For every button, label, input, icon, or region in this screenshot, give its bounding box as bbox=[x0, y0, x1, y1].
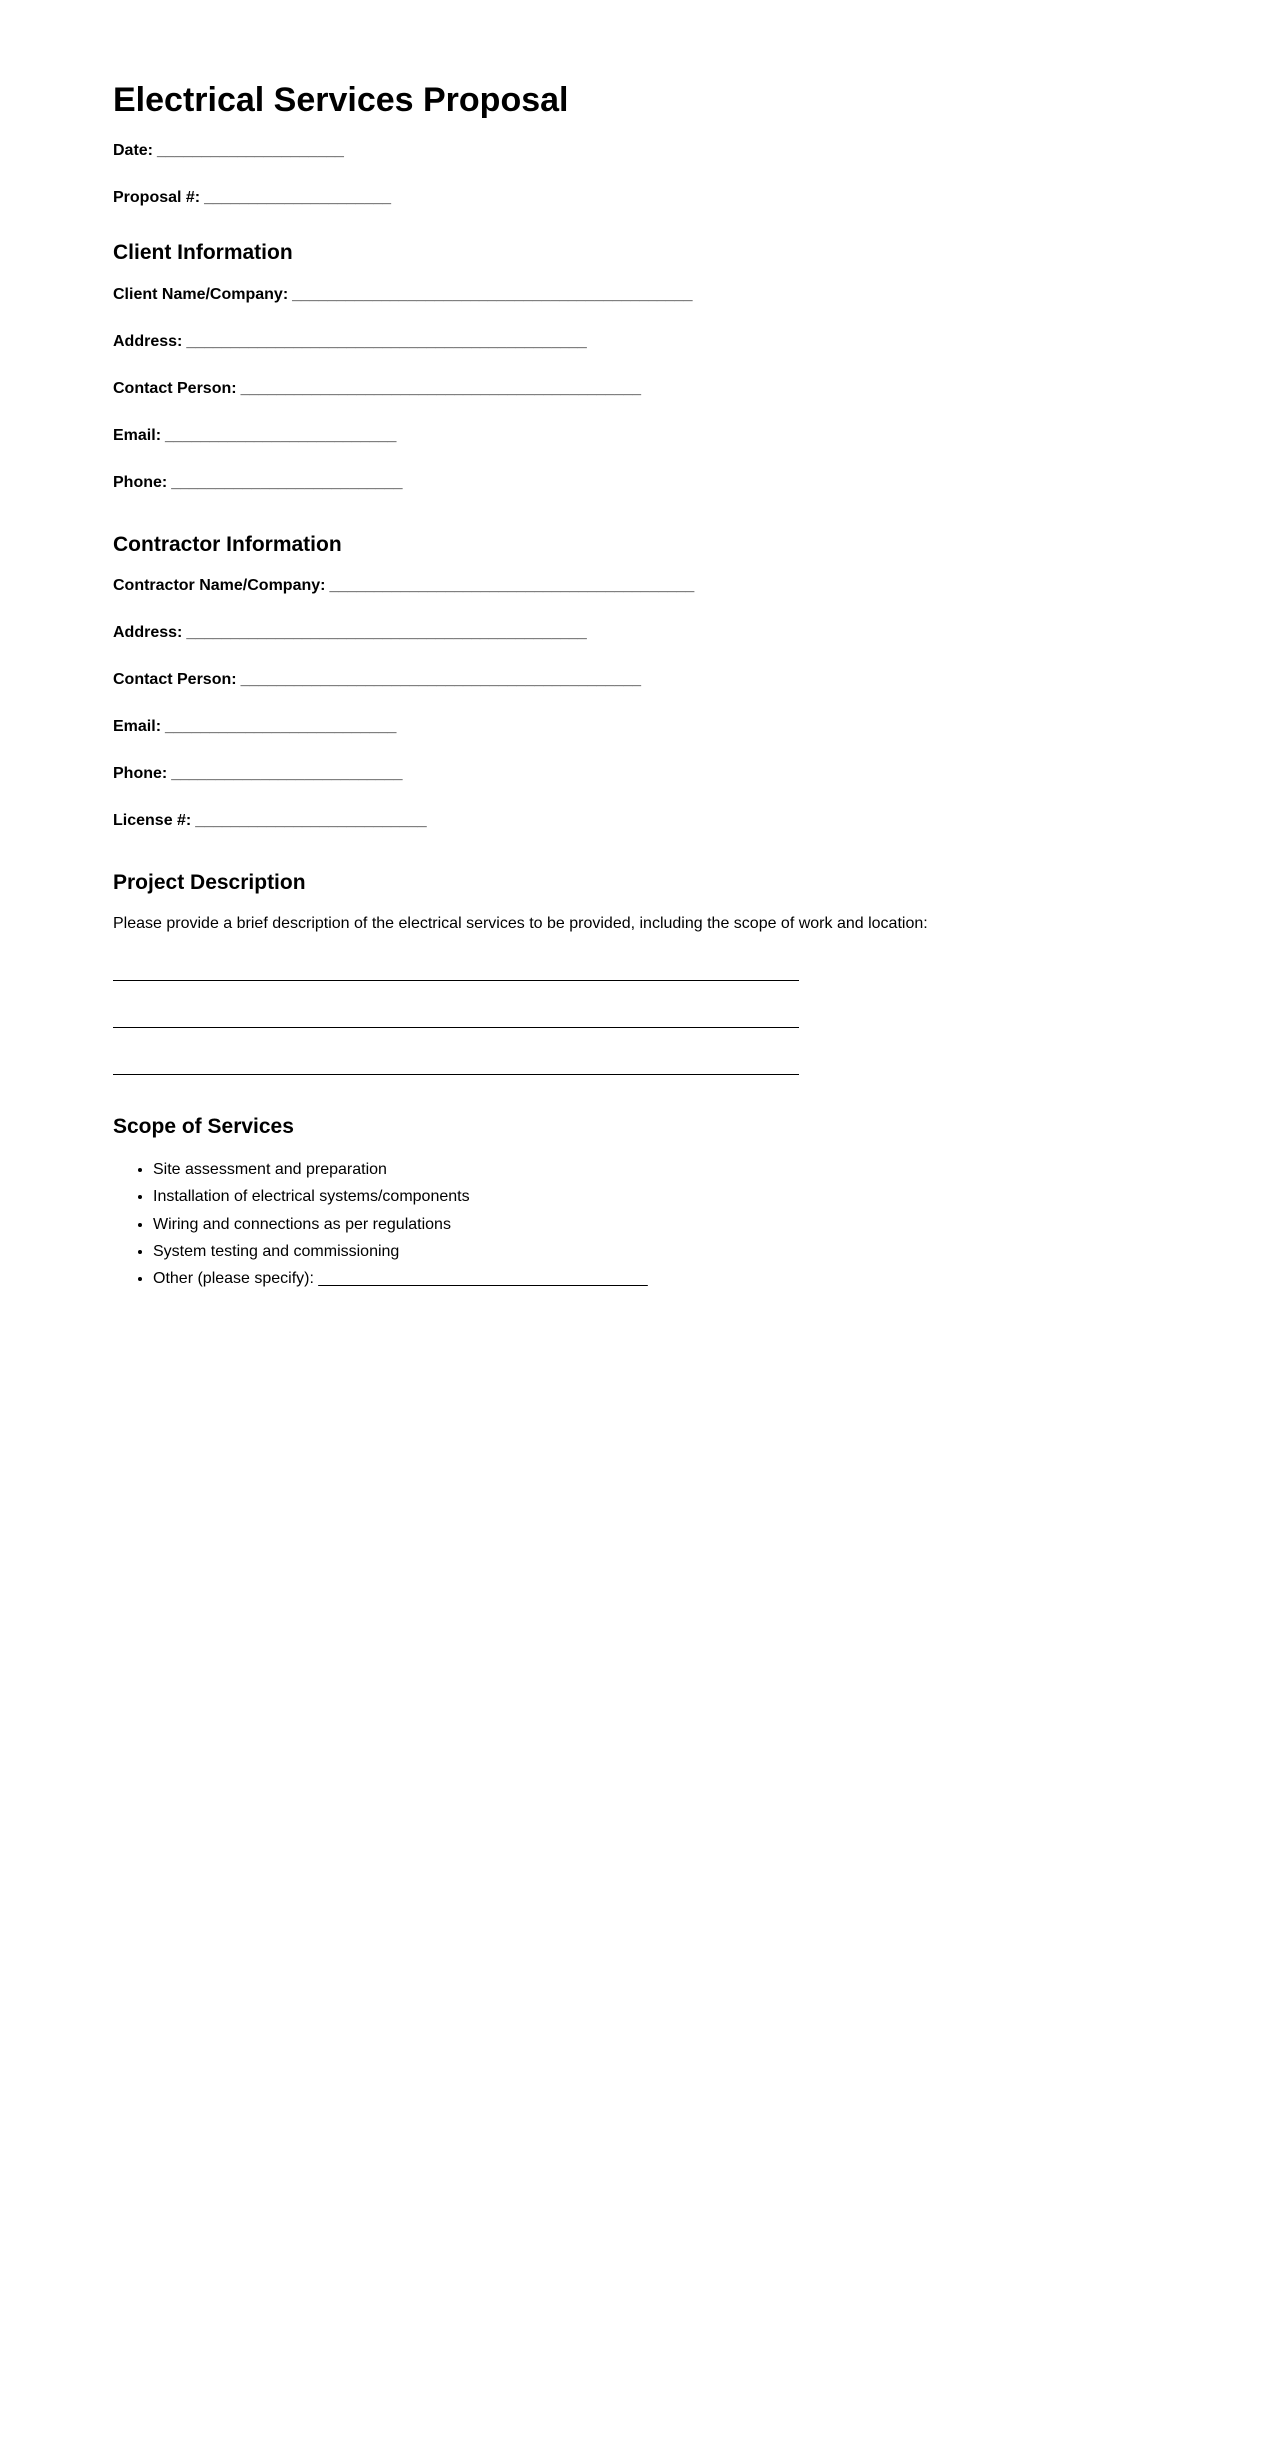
contractor-name-field[interactable] bbox=[113, 576, 694, 596]
client-information-heading: Client Information bbox=[113, 241, 293, 264]
client-email-field[interactable] bbox=[113, 426, 396, 446]
scope-of-services-heading: Scope of Services bbox=[113, 1115, 294, 1138]
document-title: Electrical Services Proposal bbox=[113, 81, 569, 119]
contractor-name-label: Contractor Name/Company: bbox=[113, 577, 326, 594]
contractor-email-label: Email: bbox=[113, 718, 162, 735]
contractor-name-blank[interactable]: _________________________________________ bbox=[329, 577, 695, 594]
project-description-heading: Project Description bbox=[113, 871, 306, 894]
proposal-number-blank[interactable]: _____________________ bbox=[204, 189, 392, 206]
client-address-label: Address: bbox=[113, 333, 183, 350]
list-item[interactable]: • Other (please specify): _____________________________________ bbox=[153, 1265, 648, 1292]
client-contact-person-label: Contact Person: bbox=[113, 380, 237, 397]
list-item: • Wiring and connections as per regulations bbox=[153, 1211, 648, 1238]
client-email-blank[interactable]: __________________________ bbox=[165, 427, 397, 444]
contractor-license-blank[interactable]: __________________________ bbox=[195, 812, 427, 829]
client-email-label: Email: bbox=[113, 427, 162, 444]
description-line-3[interactable] bbox=[113, 1074, 799, 1075]
date-field[interactable] bbox=[113, 141, 344, 161]
contractor-address-blank[interactable]: _____________________________________________ bbox=[186, 624, 587, 641]
contractor-phone-label: Phone: bbox=[113, 765, 168, 782]
client-contact-person-blank[interactable]: _____________________________________________ bbox=[240, 380, 642, 397]
contractor-license-label: License #: bbox=[113, 812, 192, 829]
contractor-contact-person-field[interactable] bbox=[113, 670, 641, 690]
contractor-email-blank[interactable]: __________________________ bbox=[165, 718, 397, 735]
client-address-blank[interactable]: _____________________________________________ bbox=[186, 333, 587, 350]
contractor-contact-person-blank[interactable]: _____________________________________________ bbox=[240, 671, 642, 688]
proposal-number-label: Proposal #: bbox=[113, 189, 201, 206]
description-line-2[interactable] bbox=[113, 1027, 799, 1028]
client-phone-blank[interactable]: __________________________ bbox=[171, 474, 403, 491]
proposal-number-field[interactable] bbox=[113, 188, 391, 208]
client-name-blank[interactable]: _____________________________________________ bbox=[292, 286, 693, 303]
client-phone-label: Phone: bbox=[113, 474, 168, 491]
date-label: Date: bbox=[113, 142, 154, 159]
contractor-email-field[interactable] bbox=[113, 717, 396, 737]
project-description-instruction: Please provide a brief description of the electrical services to be provided, including the scope of work and location: bbox=[113, 915, 928, 932]
client-name-label: Client Name/Company: bbox=[113, 286, 289, 303]
list-item: • Site assessment and preparation bbox=[153, 1156, 648, 1183]
contractor-information-heading: Contractor Information bbox=[113, 533, 342, 556]
contractor-phone-blank[interactable]: __________________________ bbox=[171, 765, 403, 782]
contractor-contact-person-label: Contact Person: bbox=[113, 671, 237, 688]
contractor-phone-field[interactable] bbox=[113, 764, 403, 784]
client-phone-field[interactable] bbox=[113, 473, 403, 493]
description-line-1[interactable] bbox=[113, 980, 799, 981]
list-item: • System testing and commissioning bbox=[153, 1238, 648, 1265]
list-item: • Installation of electrical systems/components bbox=[153, 1183, 648, 1210]
client-address-field[interactable] bbox=[113, 332, 587, 352]
client-contact-person-field[interactable] bbox=[113, 379, 641, 399]
client-name-field[interactable] bbox=[113, 285, 693, 305]
date-blank[interactable]: _____________________ bbox=[157, 142, 344, 159]
contractor-address-label: Address: bbox=[113, 624, 183, 641]
contractor-license-field[interactable] bbox=[113, 811, 427, 831]
contractor-address-field[interactable] bbox=[113, 623, 587, 643]
scope-of-services-list bbox=[113, 1156, 648, 1292]
